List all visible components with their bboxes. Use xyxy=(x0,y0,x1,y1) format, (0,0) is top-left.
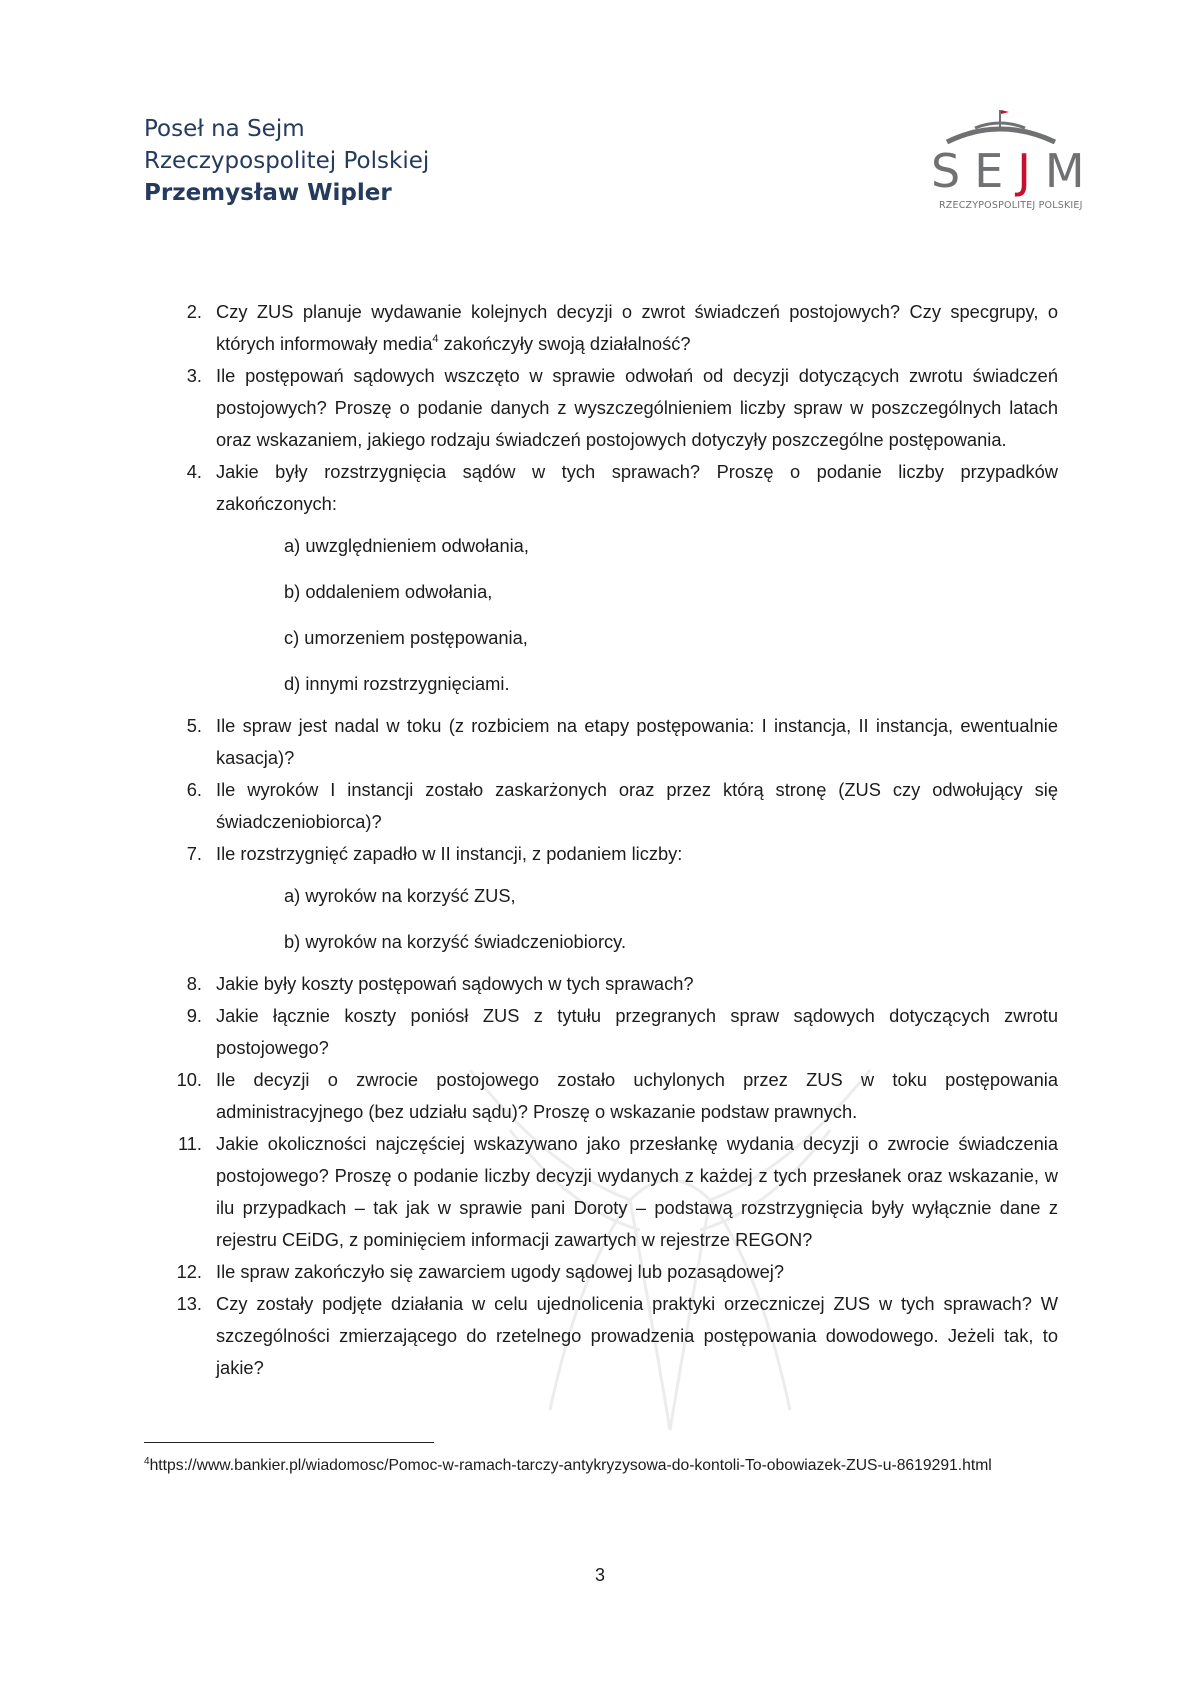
list-item xyxy=(176,1128,1058,1256)
item-number: 3. xyxy=(186,365,202,386)
item-text: Ile spraw zakończyło się zawarciem ugody sądowej lub pozasądowej? xyxy=(216,1261,785,1282)
item-number: 5. xyxy=(186,715,202,736)
logo-subtitle: RZECZYPOSPOLITEJ POLSKIEJ xyxy=(939,200,1083,211)
item-text: Jakie były rozstrzygnięcia sądów w tych sprawach? Proszę o podanie liczby przypadków zakończonych: xyxy=(216,461,1058,514)
item-number: 13. xyxy=(176,1293,202,1314)
list-item xyxy=(176,710,1058,774)
item-text: Jakie łącznie koszty poniósł ZUS z tytułu przegranych spraw sądowych dotyczących zwrotu postojowego? xyxy=(216,1005,1058,1058)
item-number: 4. xyxy=(186,461,202,482)
sublist-item: a) wyroków na korzyść ZUS, xyxy=(284,885,516,906)
item-text: Ile decyzji o zwrocie postojowego zostało uchylonych przez ZUS w toku postępowania administracyjnego (bez udziału sądu)? Proszę o wskazanie podstaw prawnych. xyxy=(216,1069,1058,1122)
sejm-dome-icon xyxy=(925,108,1075,148)
footnote xyxy=(144,1452,1064,1479)
logo-letter-m: M xyxy=(1044,144,1099,198)
item-text-cont: zakończyły swoją działalność? xyxy=(438,333,691,354)
footnote-reference[interactable]: 4 xyxy=(432,333,439,345)
list-item xyxy=(176,774,1058,838)
list-item xyxy=(176,1288,1058,1384)
sublist-item: b) oddaleniem odwołania, xyxy=(284,581,493,602)
item-number: 7. xyxy=(186,843,202,864)
logo-letters-se: SE xyxy=(931,144,1018,198)
header-title: Poseł na Sejm xyxy=(144,116,305,142)
sublist-item: b) wyroków na korzyść świadczeniobiorcy. xyxy=(284,931,627,952)
footnote-link[interactable]: https://www.bankier.pl/wiadomosc/Pomoc-w-ramach-tarczy-antykryzysowa-do-kontoli-To-obowiazek-ZUS-u-8619291.html xyxy=(149,1457,992,1474)
questions-section xyxy=(176,296,1058,1384)
item-number: 9. xyxy=(186,1005,202,1026)
list-item xyxy=(176,968,1058,1000)
item-number: 11. xyxy=(177,1133,202,1154)
item-number: 10. xyxy=(176,1069,202,1090)
item-number: 8. xyxy=(186,973,202,994)
author-name: Przemysław Wipler xyxy=(144,180,392,206)
list-item xyxy=(176,838,1058,870)
list-item xyxy=(176,456,1058,520)
sublist-item: a) uwzględnieniem odwołania, xyxy=(284,535,529,556)
item-number: 6. xyxy=(186,779,202,800)
logo-letter-j: J xyxy=(1017,144,1045,198)
sublist xyxy=(176,530,1058,700)
list-item xyxy=(176,296,1058,360)
author-header xyxy=(144,113,429,209)
list-item xyxy=(176,360,1058,456)
list-item xyxy=(176,1064,1058,1128)
item-text: Ile postępowań sądowych wszczęto w sprawie odwołań od decyzji dotyczących zwrotu świadczeń postojowych? Proszę o podanie danych z wyszczególnieniem liczby spraw w poszczególnych latach oraz wskazaniem, jakiego rodzaju świadczeń postojowych dotyczyły poszczególne postępowania. xyxy=(216,365,1058,450)
item-number: 12. xyxy=(176,1261,202,1282)
sublist-item: d) innymi rozstrzygnięciami. xyxy=(284,673,510,694)
header-subtitle: Rzeczypospolitej Polskiej xyxy=(144,148,430,174)
footnote-mark: 4 xyxy=(144,1456,150,1467)
item-text: Czy zostały podjęte działania w celu ujednolicenia praktyki orzeczniczej ZUS w tych sprawach? W szczególności zmierzającego do rzetelnego prowadzenia postępowania dowodowego. Jeżeli tak, to jakie? xyxy=(216,1293,1058,1378)
list-item xyxy=(176,1256,1058,1288)
item-text: Czy ZUS planuje wydawanie kolejnych decyzji o zwrot świadczeń postojowych? Czy specgrupy, o których informowały media xyxy=(216,301,1058,354)
sejm-wordmark xyxy=(931,144,1099,198)
item-number: 2. xyxy=(186,301,202,322)
item-text: Jakie okoliczności najczęściej wskazywano jako przesłankę wydania decyzji o zwrocie świadczenia postojowego? Proszę o podanie liczby decyzji wydanych z każdej z tych przesłanek oraz wskazanie, w ilu przypadkach – tak jak w sprawie pani Doroty – podstawą rozstrzygnięcia były wyłącznie dane z rejestru CEiDG, z pominięciem informacji zawartych w rejestrze REGON? xyxy=(216,1133,1058,1250)
item-text: Ile rozstrzygnięć zapadło w II instancji, z podaniem liczby: xyxy=(216,843,683,864)
list-item xyxy=(176,1000,1058,1064)
item-text: Jakie były koszty postępowań sądowych w tych sprawach? xyxy=(216,973,694,994)
sublist xyxy=(176,880,1058,958)
page-number: 3 xyxy=(594,1565,605,1585)
item-text: Ile spraw jest nadal w toku (z rozbiciem na etapy postępowania: I instancja, II instancja, ewentualnie kasacja)? xyxy=(216,715,1058,768)
footnote-divider xyxy=(144,1442,434,1443)
sejm-logo xyxy=(925,108,1099,213)
item-text: Ile wyroków I instancji zostało zaskarżonych oraz przez którą stronę (ZUS czy odwołujący się świadczeniobiorca)? xyxy=(216,779,1058,832)
sublist-item: c) umorzeniem postępowania, xyxy=(284,627,528,648)
